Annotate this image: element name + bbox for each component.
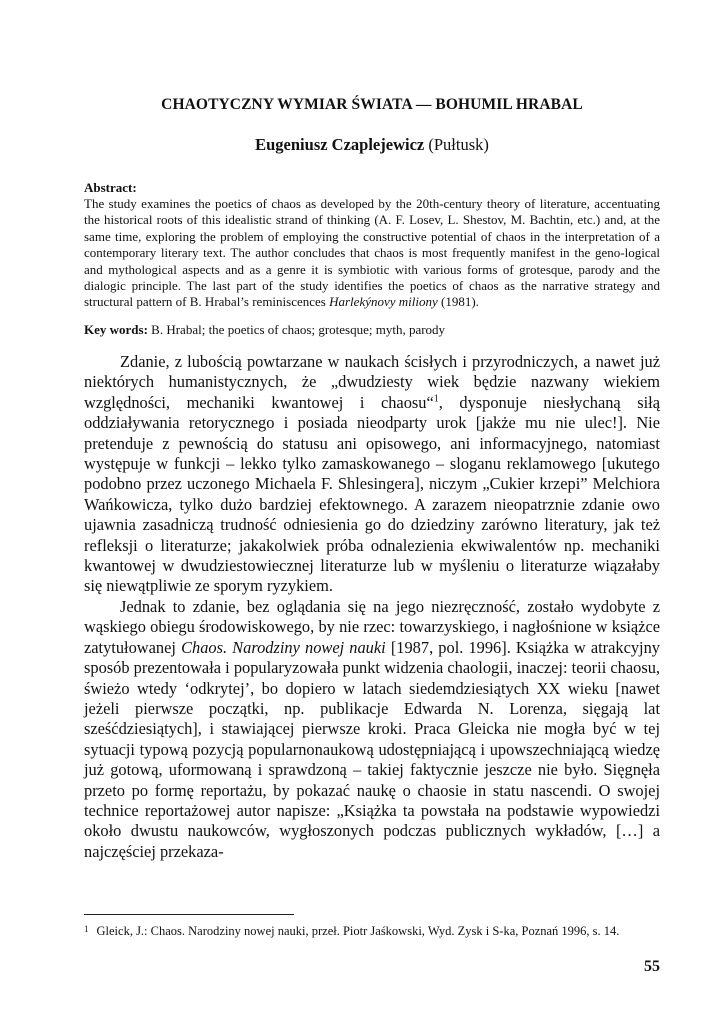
footnote [84,924,619,939]
abstract-body: The study examines the poetics of chaos as developed by the 20th-century theory of literature, accentuating the historical roots of this idealistic strand of thinking (A. F. Losev, L. Shestov, M. Bachtin, etc.) and, at the same time, exploring the problem of employing the constructive potential of chaos in the interpretation of a contemporary literary text. The author concludes that chaos is most frequently manifest in the geno-logical and mythological aspects and as a genre it is symbiotic with various forms of grotesque, parody and the dialogic principle. The last part of the study identifies the poetics of chaos as the narrative strategy and structural pattern of B. Hrabal’s reminiscences [84,196,660,310]
body-paragraph-2-part-b: [1987, pol. 1996]. Książka w atrakcyjny sposób prezentowała i popularyzowała punkt widzenia chaologii, inaczej: teorii chaosu, świeżo wtedy ‘odkrytej’, bo dopiero w latach siedemdziesiątych XX wieku [nawet jeżeli pierwsze początki, np. publikacje Edwarda N. Lorenza, sięgają lat sześćdziesiątych], i stawiającej pierwsze kroki. Praca Gleicka nie mogła być w tej sytuacji typową pozycją popularnonaukową udostępniającą i upowszechniającą wiedzę już gotową, uformowaną i sprawdzoną – takiej faktycznie jeszcze nie było. Sięgnęła przeto po formę reportażu, by pokazać naukę o chaosie in statu nascendi. O swojej technice reportażowej autor napisze: „Książka ta powstała na podstawie wypowiedzi około dwustu naukowców, wygłoszonych podczas publicznych wykładów, […] a najczęściej przekaza- [84,637,660,861]
keywords-label: Key words: [84,322,148,337]
body-paragraph-1-part-a: Zdanie, z lubością powtarzane w naukach ścisłych i przyrodniczych, a nawet już niektórych humanistycznych, że „dwudziesty wiek będzie nazwany wiekiem względności, mechaniki kwantowej i chaosu“ [84,352,660,412]
keywords [84,322,445,338]
article-title: CHAOTYCZNY WYMIAR ŚWIATA — BOHUMIL HRABAL [161,96,583,113]
abstract-text [84,196,660,311]
body-paragraph-1-part-b: , dysponuje niesłychaną siłą oddziaływania retorycznego i posiada nieodparty urok [jakże mu nie ulec!]. Nie pretenduje z pewnością do statusu ani opisowego, ani informacyjnego, natomiast występuje w funkcji – lekko tylko zamaskowanego – sloganu reklamowego [ukutego podobno przez uczonego Michaela F. Shlesingera], niczym „Cukier krzepi” Melchiora Wańkowicza, tylko dużo bardziej efektownego. A zarazem nieopatrznie zdanie owo ujawnia zasadniczą trudność odniesienia go do dziedziny zarówno literatury, jak też refleksji o literaturze; jakakolwiek próba odnalezienia ekwiwalentów np. mechaniki kwantowej w dwudziestowiecznej literaturze lub w myśleniu o literaturze wiązałaby się niewątpliwie ze sporym ryzykiem. [84,392,660,596]
abstract-heading: Abstract: [84,180,137,195]
author-line [84,135,660,155]
author-affiliation: (Pułtusk) [428,135,489,154]
cited-book-title: Chaos. Narodziny nowej nauki [181,637,386,657]
abstract-year: (1981). [441,294,479,310]
body-paragraph-1 [84,352,660,597]
keywords-text: B. Hrabal; the poetics of chaos; grotesque; myth, parody [151,322,446,337]
footnote-text: Gleick, J.: Chaos. Narodziny nowej nauki, przeł. Piotr Jaśkowski, Wyd. Zysk i S-ka, Poznań 1996, s. 14. [96,924,620,938]
body-paragraph-2 [84,597,660,862]
footnote-divider [84,914,294,915]
abstract-work-title: Harlekýnovy miliony [329,294,438,310]
footnote-reference[interactable]: 1 [433,393,439,405]
body-paragraph-2-part-a: Jednak to zdanie, bez oglądania się na jego niezręczność, zostało wydobyte z wąskiego obiegu środowiskowego, by nie rzec: towarzyskiego, i nagłośnione w książce zatytułowanej [84,596,660,657]
page-number: 55 [644,958,660,975]
author-name: Eugeniusz Czaplejewicz [255,135,425,154]
footnote-mark: 1 [84,924,89,934]
article-body [84,352,660,862]
